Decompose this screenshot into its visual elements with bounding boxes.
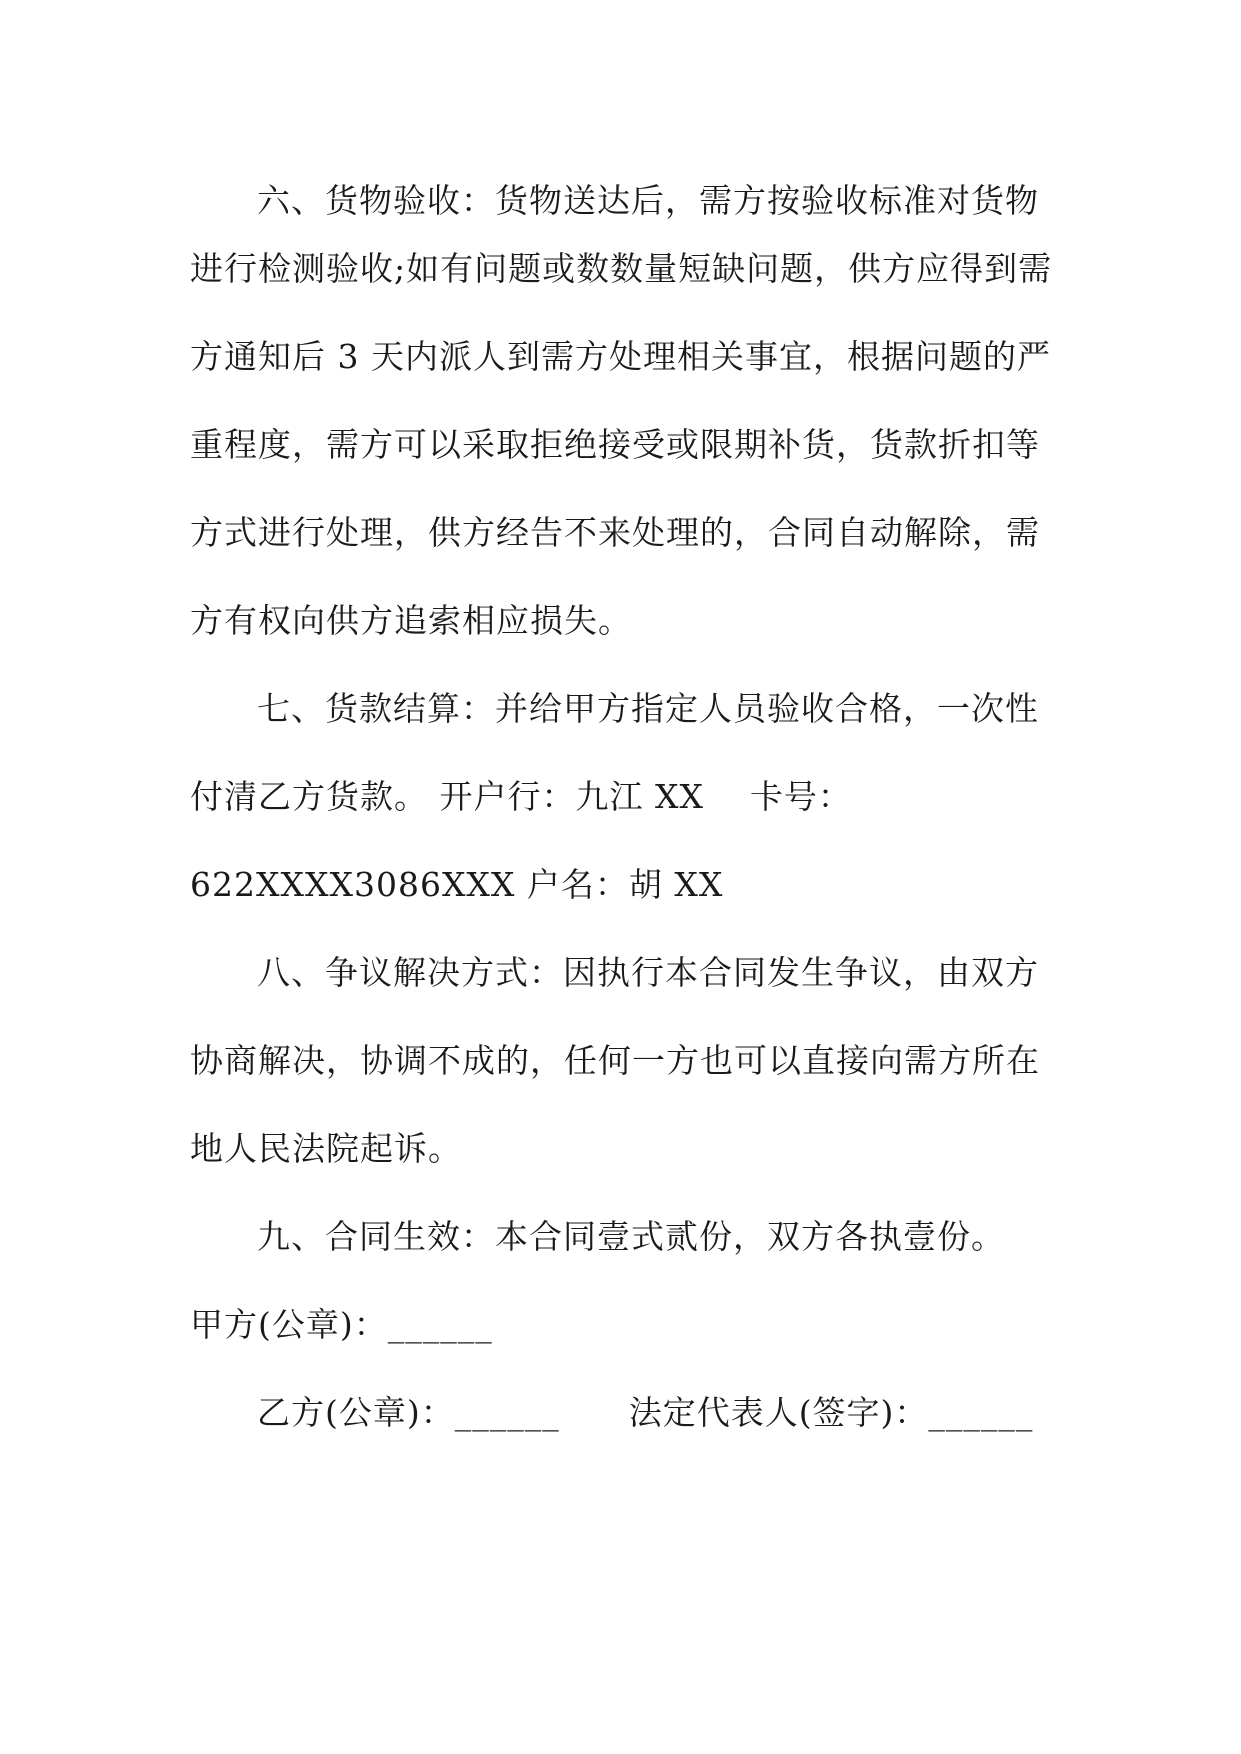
party-a-signature-line: 甲方(公章)：______ bbox=[190, 1305, 493, 1344]
clause-6-line-1: 六、货物验收：货物送达后，需方按验收标准对货物 bbox=[257, 181, 1039, 220]
clause-6-line-3: 方通知后 3 天内派人到需方处理相关事宜，根据问题的严 bbox=[190, 337, 1051, 376]
clause-8-line-2: 协商解决，协调不成的，任何一方也可以直接向需方所在 bbox=[190, 1041, 1040, 1080]
clause-7-line-2: 付清乙方货款。 开户行：九江 XX 卡号： bbox=[190, 777, 852, 816]
clause-6-line-4: 重程度，需方可以采取拒绝接受或限期补货，货款折扣等 bbox=[190, 425, 1040, 464]
clause-7-line-3: 622XXXX3086XXX 户名：胡 XX bbox=[190, 865, 724, 904]
clause-6-line-6: 方有权向供方追索相应损失。 bbox=[190, 601, 632, 640]
clause-8-line-1: 八、争议解决方式：因执行本合同发生争议，由双方 bbox=[257, 953, 1039, 992]
clause-6-line-5: 方式进行处理，供方经告不来处理的，合同自动解除，需 bbox=[190, 513, 1040, 552]
clause-8-line-3: 地人民法院起诉。 bbox=[190, 1129, 462, 1168]
clause-6-line-2: 进行检测验收;如有问题或数数量短缺问题，供方应得到需 bbox=[190, 249, 1053, 288]
clause-9-line-1: 九、合同生效：本合同壹式贰份，双方各执壹份。 bbox=[257, 1217, 1005, 1256]
clause-7-line-1: 七、货款结算：并给甲方指定人员验收合格，一次性 bbox=[257, 689, 1039, 728]
party-b-signature-line: 乙方(公章)：______ 法定代表人(签字)：______ bbox=[257, 1393, 1034, 1432]
